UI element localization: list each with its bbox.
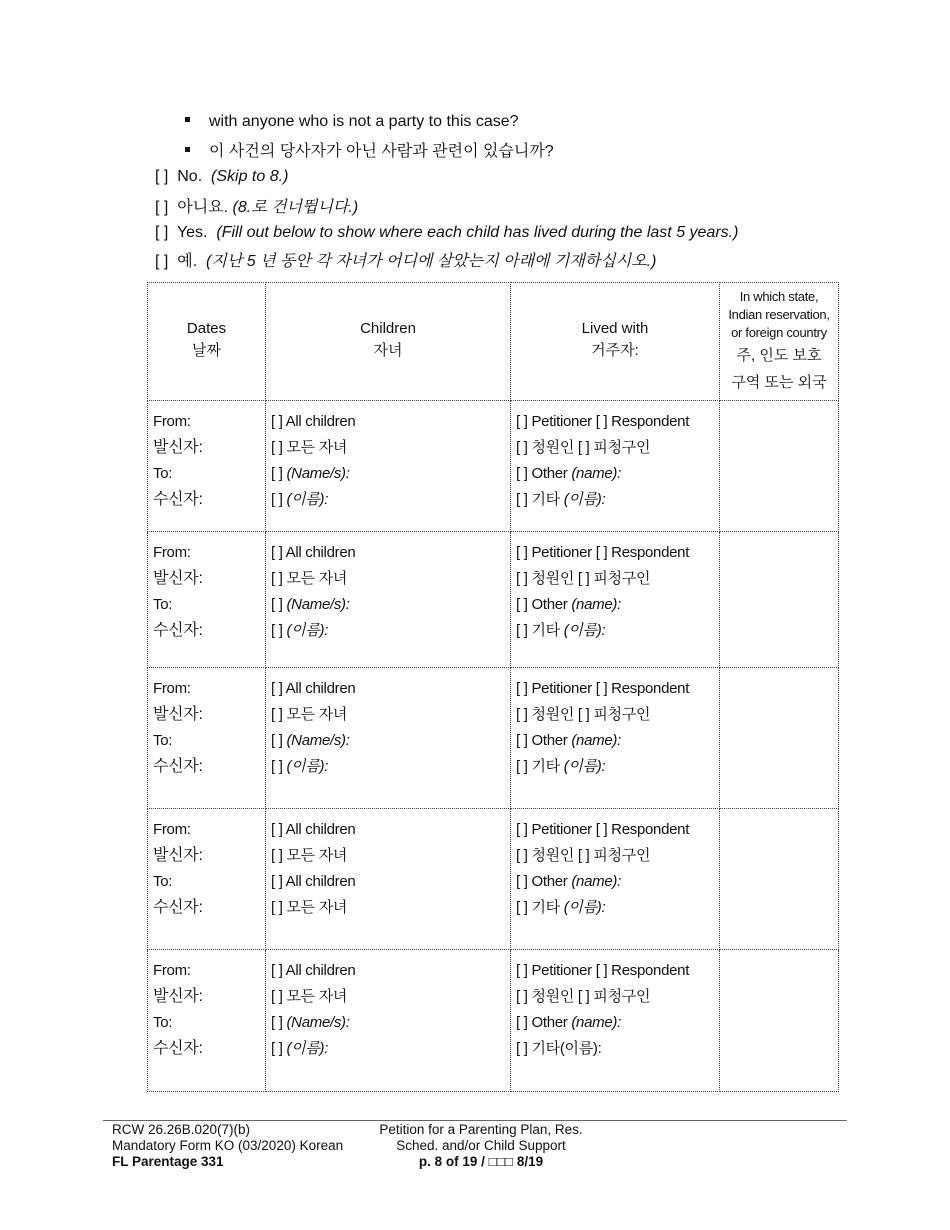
lived-line[interactable]: [ ] 기타 (이름): [516,491,606,508]
children-line[interactable]: [ ] (이름): [271,1040,329,1057]
children-line[interactable]: [ ] (이름): [271,622,329,639]
children-line[interactable]: [ ] 모든 자녀 [271,988,348,1005]
footer-rcw: RCW 26.26B.020(7)(b) [112,1122,251,1137]
children-line[interactable]: [ ] All children [271,544,356,561]
dates-line[interactable]: From: [153,413,191,430]
footer-divider [103,1120,847,1121]
dates-line[interactable]: 수신자: [153,491,203,508]
dates-line[interactable]: 수신자: [153,622,203,639]
cell-location[interactable] [720,950,839,1092]
table-row [148,401,839,532]
lived-line[interactable]: [ ] 청원인 [ ] 피청구인 [516,988,651,1005]
cell-location[interactable] [720,401,839,532]
cell-lived [511,950,720,1092]
dates-line[interactable]: 발신자: [153,988,203,1005]
cell-dates [148,401,266,532]
dates-line[interactable]: 발신자: [153,847,203,864]
dates-line[interactable]: To: [153,1014,173,1031]
bullet-item [185,113,519,131]
dates-line[interactable]: To: [153,732,173,749]
option-note: (Skip to 8.) [211,168,289,185]
dates-line[interactable]: 수신자: [153,1040,203,1057]
dates-line[interactable]: From: [153,680,191,697]
table-header [148,283,839,401]
lived-line[interactable]: [ ] Other (name): [516,596,621,613]
cell-lived [511,532,720,668]
header-lived-with [511,283,720,401]
header-ko: 주, 인도 보호 [736,346,822,364]
header-en: or foreign country [731,324,827,340]
lived-line[interactable]: [ ] Other (name): [516,732,621,749]
checkbox[interactable]: [ ] [155,199,169,216]
checkbox[interactable]: [ ] [155,253,169,270]
cell-children [266,950,511,1092]
bullet-text: with anyone who is not a party to this case? [209,113,519,130]
header-en: Dates [186,319,227,337]
cell-location[interactable] [720,809,839,950]
header-children [266,283,511,401]
header-dates [148,283,266,401]
dates-line[interactable]: To: [153,873,173,890]
option-label: 예. [177,253,198,270]
children-line[interactable]: [ ] 모든 자녀 [271,847,348,864]
lived-line[interactable]: [ ] 청원인 [ ] 피청구인 [516,847,651,864]
header-ko: 자녀 [373,341,403,359]
header-en: Children [360,319,416,337]
children-line[interactable]: [ ] (Name/s): [271,1014,350,1031]
header-en: Indian reservation, [728,306,830,322]
lived-line[interactable]: [ ] Petitioner [ ] Respondent [516,962,690,979]
option-note: (지난 5 년 동안 각 자녀가 어디에 살았는지 아래에 기재하십시오.) [206,253,657,270]
lived-line[interactable]: [ ] 청원인 [ ] 피청구인 [516,570,651,587]
children-line[interactable]: [ ] (Name/s): [271,596,350,613]
children-line[interactable]: [ ] All children [271,873,356,890]
lived-line[interactable]: [ ] Petitioner [ ] Respondent [516,821,690,838]
option-no-ko[interactable] [155,194,358,217]
lived-line[interactable]: [ ] 기타 (이름): [516,899,606,916]
dates-line[interactable]: 발신자: [153,706,203,723]
cell-location[interactable] [720,668,839,809]
children-line[interactable]: [ ] (이름): [271,491,329,508]
option-note: (Fill out below to show where each child has lived during the last 5 years.) [216,224,739,241]
lived-line[interactable]: [ ] 기타 (이름): [516,622,606,639]
footer-left [112,1122,343,1170]
lived-line[interactable]: [ ] Petitioner [ ] Respondent [516,544,690,561]
lived-line[interactable]: [ ] 기타(이름): [516,1040,602,1057]
lived-line[interactable]: [ ] 기타 (이름): [516,758,606,775]
lived-line[interactable]: [ ] Other (name): [516,873,621,890]
children-line[interactable]: [ ] 모든 자녀 [271,899,348,916]
dates-line[interactable]: 수신자: [153,899,203,916]
lived-line[interactable]: [ ] Petitioner [ ] Respondent [516,680,690,697]
dates-line[interactable]: To: [153,465,173,482]
option-no[interactable] [155,168,288,186]
children-line[interactable]: [ ] All children [271,821,356,838]
checkbox[interactable]: [ ] [155,224,169,241]
dates-line[interactable]: From: [153,821,191,838]
dates-line[interactable]: 발신자: [153,570,203,587]
option-label: 아니요. [177,199,229,216]
header-ko: 구역 또는 외국 [731,373,827,391]
lived-line[interactable]: [ ] Other (name): [516,1014,621,1031]
header-en: Lived with [581,319,649,337]
checkbox[interactable]: [ ] [155,168,169,185]
footer-form: Mandatory Form KO (03/2020) Korean [112,1138,344,1153]
footer-title: Petition for a Parenting Plan, Res. [379,1122,583,1137]
option-yes[interactable] [155,224,738,242]
children-line[interactable]: [ ] 모든 자녀 [271,570,348,587]
lived-line[interactable]: [ ] 청원인 [ ] 피청구인 [516,439,651,456]
header-ko: 거주자: [591,341,639,359]
children-line[interactable]: [ ] All children [271,962,356,979]
children-line[interactable]: [ ] (Name/s): [271,465,350,482]
children-line[interactable]: [ ] 모든 자녀 [271,439,348,456]
dates-line[interactable]: From: [153,962,191,979]
lived-line[interactable]: [ ] Petitioner [ ] Respondent [516,413,690,430]
table-row [148,668,839,809]
children-line[interactable]: [ ] (Name/s): [271,732,350,749]
cell-children [266,401,511,532]
cell-dates [148,532,266,668]
lived-line[interactable]: [ ] Other (name): [516,465,621,482]
cell-children [266,668,511,809]
footer-form-id: FL Parentage 331 [112,1154,224,1169]
cell-dates [148,950,266,1092]
option-yes-ko[interactable] [155,248,656,271]
option-label: Yes. [176,224,208,241]
header-location [720,283,839,401]
cell-dates [148,809,266,950]
dates-line[interactable]: To: [153,596,173,613]
option-note: (8.로 건너뜁니다.) [232,199,359,216]
footer-center [370,1122,592,1170]
residence-table [147,282,839,1092]
footer-title: Sched. and/or Child Support [396,1138,566,1153]
table-row [148,809,839,950]
cell-children [266,809,511,950]
dates-line[interactable]: 수신자: [153,758,203,775]
children-line[interactable]: [ ] All children [271,680,356,697]
page-number: p. 8 of 19 / □□□ 8/19 [418,1154,544,1169]
dates-line[interactable]: 발신자: [153,439,203,456]
option-label: No. [177,168,203,185]
lived-line[interactable]: [ ] 청원인 [ ] 피청구인 [516,706,651,723]
cell-lived [511,401,720,532]
cell-children [266,532,511,668]
cell-lived [511,668,720,809]
bullet-text: 이 사건의 당사자가 아닌 사람과 관련이 있습니까? [209,143,554,160]
header-ko: 날짜 [192,341,221,359]
children-line[interactable]: [ ] (이름): [271,758,329,775]
children-line[interactable]: [ ] All children [271,413,356,430]
table-row [148,950,839,1092]
cell-dates [148,668,266,809]
cell-location[interactable] [720,532,839,668]
bullet-item [185,138,554,161]
cell-lived [511,809,720,950]
table-row [148,532,839,668]
header-en: In which state, [739,288,819,304]
dates-line[interactable]: From: [153,544,191,561]
children-line[interactable]: [ ] 모든 자녀 [271,706,348,723]
